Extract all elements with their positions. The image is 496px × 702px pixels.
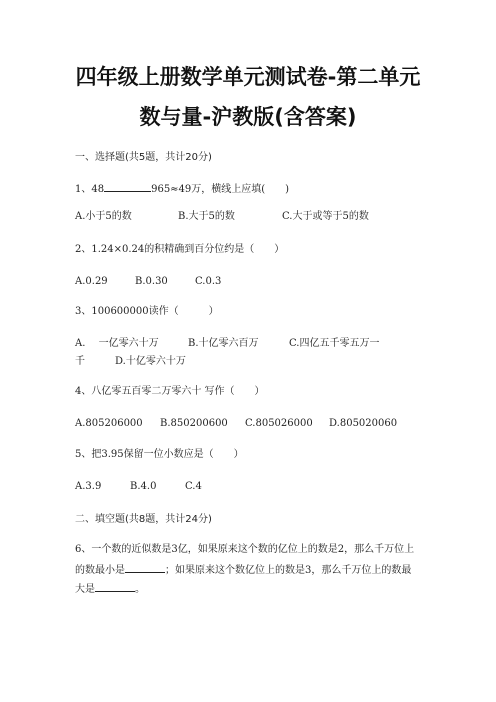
question-2-options [75,275,275,289]
option-d[interactable]: D.十亿零六十万 [115,356,186,367]
question-6-text: 大是 [75,584,95,595]
question-1-options [75,210,415,224]
option-c[interactable]: C.四亿五千零五万一 [289,338,380,349]
option-a[interactable]: A.小于5的数 [75,211,132,222]
answer-blank[interactable] [125,561,165,573]
question-2-stem: 2、1.24×0.24的积精确到百分位约是（ ） [75,244,285,255]
question-6-text: ；如果原来这个数亿位上的数是3，那么千万位上的数最 [165,565,412,576]
option-a[interactable]: A.3.9 [75,481,102,492]
question-4-options [75,417,415,431]
option-c[interactable]: C.大于或等于5的数 [282,211,369,222]
question-6-line-1: 6、一个数的近似数是3亿，如果原来这个数的亿位上的数是2，那么千万位上 [75,544,415,555]
page-title-line-1: 四年级上册数学单元测试卷-第二单元 [75,65,421,89]
answer-blank[interactable] [104,180,151,192]
question-1-suffix: 965≈49万，横线上应填( ) [151,184,290,195]
question-1-stem [75,180,289,197]
section-heading-fill-in: 二、填空题(共8题，共计24分) [75,514,212,525]
option-b[interactable]: B.十亿零六百万 [188,338,259,349]
question-6-text: 的数最小是 [75,565,125,576]
option-c-wrap: 千 [75,356,85,367]
option-c[interactable]: C.805026000 [245,418,313,429]
question-1-prefix: 1、48 [75,184,105,195]
option-b[interactable]: B.850200600 [160,418,228,429]
option-b[interactable]: B.0.30 [135,276,168,287]
question-6-line-2 [75,561,411,578]
option-c[interactable]: C.4 [185,481,202,492]
option-a[interactable]: A.0.29 [75,276,108,287]
question-3-options-cont [75,355,275,369]
option-b[interactable]: B.大于5的数 [178,211,235,222]
page-title-line-2: 数与量-沪教版(含答案) [139,105,357,129]
answer-blank[interactable] [95,580,135,592]
question-6-line-3 [75,580,145,597]
question-3-options [75,337,425,351]
option-d[interactable]: D.805020060 [329,418,398,429]
question-4-stem: 4、八亿零五百零二万零六十 写作（ ） [75,386,265,397]
question-5-options [75,480,275,494]
option-b[interactable]: B.4.0 [130,481,157,492]
question-6-text: 。 [135,584,145,595]
section-heading-choice: 一、选择题(共5题，共计20分) [75,152,212,163]
option-a[interactable]: A. 一亿零六十万 [75,338,159,349]
question-3-stem: 3、100600000读作（ ） [75,306,219,317]
question-5-stem: 5、把3.95保留一位小数应是（ ） [75,449,244,460]
option-c[interactable]: C.0.3 [195,276,222,287]
option-a[interactable]: A.805206000 [75,418,143,429]
